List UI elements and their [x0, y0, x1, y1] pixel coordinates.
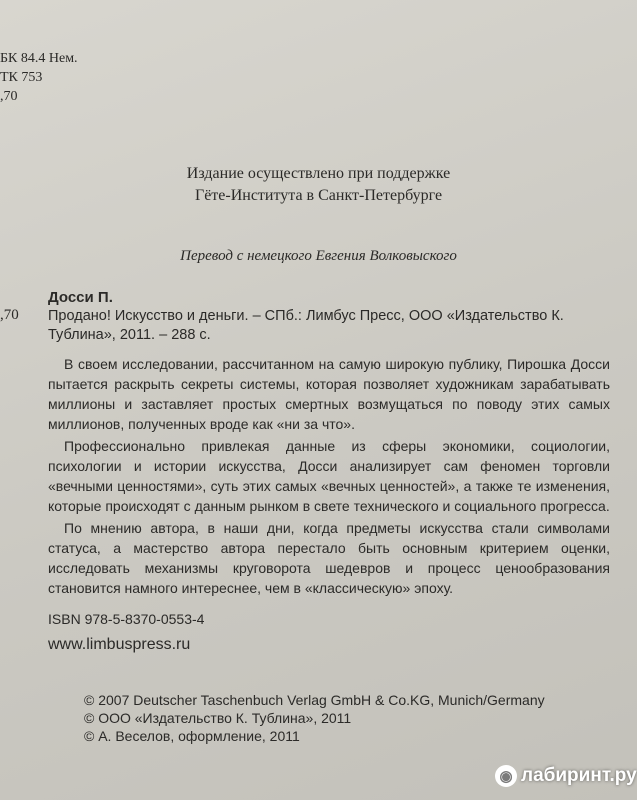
- copyright-line: © ООО «Издательство К. Тублина», 2011: [84, 710, 352, 726]
- labirint-watermark: [495, 762, 637, 790]
- isbn: ISBN 978-5-8370-0553-4: [48, 611, 205, 627]
- watermark-text: лабиринт.ру: [521, 765, 637, 786]
- bbk-line-3: ,70: [0, 89, 18, 104]
- annotation: [48, 354, 610, 600]
- catalog-left-mark: ,70: [0, 307, 19, 323]
- copyright-line: © А. Веселов, оформление, 2011: [84, 728, 300, 744]
- bbk-line-1: БК 84.4 Нем.: [0, 51, 78, 66]
- bbk-line-2: ТК 753: [0, 70, 43, 85]
- copyright-block: [84, 691, 545, 745]
- annotation-paragraph: В своем исследовании, рассчитанном на самую широкую публику, Пирошка Досси пытается раскрыть секреты системы, которая позволяет художникам зарабатывать миллионы и заставляет простых смертных возмущаться по поводу этих самых миллионов, полученных вроде как «ни за что».: [48, 356, 610, 432]
- labirint-logo-icon: ◉: [495, 765, 517, 787]
- annotation-paragraph: Профессионально привлекая данные из сферы экономики, социологии, психологии и истории искусства, Досси анализирует сам феномен торговли «вечными ценностями», суть этих самых «вечных ценностей», а также те изменения, которые происходят с данным рынком в свете технического и социального прогресса.: [48, 438, 610, 514]
- copyright-line: © 2007 Deutscher Taschenbuch Verlag GmbH & Co.KG, Munich/Germany: [84, 692, 545, 708]
- bbk-classification: [0, 49, 78, 106]
- author-name: Досси П.: [48, 289, 113, 306]
- publisher-website: www.limbuspress.ru: [48, 636, 191, 653]
- annotation-paragraph: По мнению автора, в наши дни, когда предметы искусства стали символами статуса, а мастерство автора перестало быть основным критерием оценки, исследовать механизмы круговорота шедевров и процесс ценообразования становится намного интереснее, чем в «классическую» эпоху.: [48, 520, 610, 596]
- support-line-1: Издание осуществлено при поддержке: [186, 165, 451, 182]
- bibliographic-entry: Продано! Искусство и деньги. – СПб.: Лимбус Пресс, ООО «Издательство К. Тублина», 2011. – 288 с.: [48, 308, 564, 343]
- translator-credit: Перевод с немецкого Евгения Волковыского: [180, 248, 457, 264]
- support-line-2: Гёте-Института в Санкт-Петербурге: [194, 187, 443, 204]
- support-note: [0, 163, 637, 207]
